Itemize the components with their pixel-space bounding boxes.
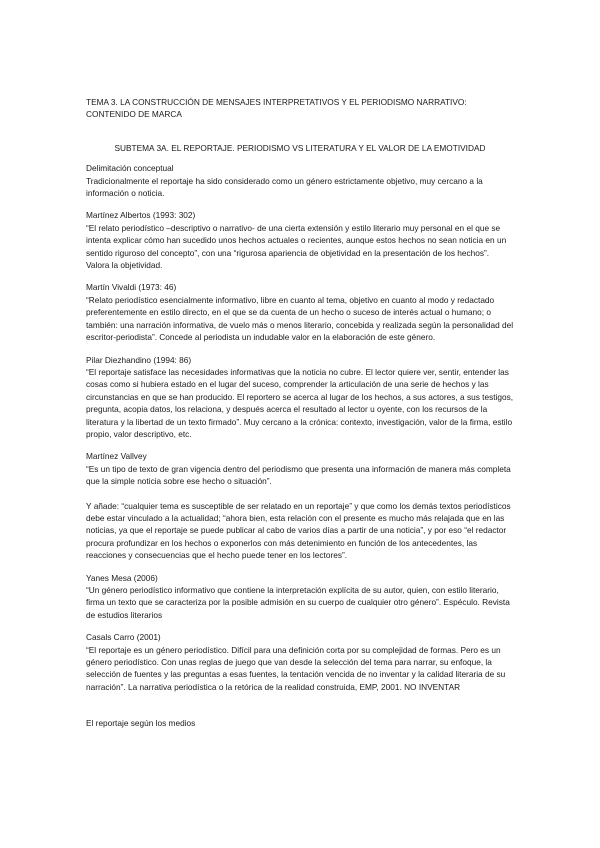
section-heading: Martínez Albertos (1993: 302) [86,210,196,221]
section-heading: Delimitación conceptual [86,163,174,174]
section-heading: Pilar Diezhandino (1994: 86) [86,354,192,365]
section-heading: Martínez Vallvey [86,451,147,462]
section-heading: Martín Vivaldi (1973: 46) [86,282,177,293]
section-paragraph: Tradicionalmente el reportaje ha sido considerado como un género estrictamente objetivo, muy cercano a la información o noticia. [86,175,483,199]
document-title: TEMA 3. LA CONSTRUCCIÓN DE MENSAJES INTERPRETATIVOS Y EL PERIODISMO NARRATIVO: CONTENIDO DE MARCA [86,97,467,120]
section-heading: Yanes Mesa (2006) [86,572,158,583]
section-paragraph: “Relato periodístico esencialmente informativo, libre en cuanto al tema, objetivo en cuanto al modo y redactado preferentemente en estilo directo, en el que se da cuenta de un hecho o suceso de interés actual o humano; o también: una narración informativa, de vuelo más o menos literario, concebida y realizada según la personalidad del escritor-periodista”. Concede al periodista un indudable valor en la elaboración de este género. [86,294,514,343]
section-delimitacion [86,162,514,199]
section-martin-vivaldi [86,281,514,343]
section-heading: Casals Carro (2001) [86,632,161,643]
section-pilar-diezhandino [86,354,514,441]
final-heading: El reportaje según los medios [86,718,196,729]
section-martinez-vallvey [86,450,514,561]
section-paragraph: “Un género periodístico informativo que contiene la interpretación explícita de su autor, quien, con estilo literario, firma un texto que se caracteriza por la posible admisión en su cuerpo de cualquier otro género”. Espéculo. Revista de estudios literarios [86,585,510,620]
section-paragraph: “El reportaje es un género periodístico. Difícil para una definición corta por su complejidad de formas. Pero es un género periodístico. Con unas reglas de juego que van desde la selección del tema para narrar, su enfoque, la selección de fuentes y las preguntas a esas fuentes, la tentación vencida de no inventar y la calidad literaria de su narración”. La narrativa periodística o la retórica de la realidad construida, EMP, 2001. NO INVENTAR [86,644,506,692]
section-paragraph: “El relato periodístico –descriptivo o narrativo- de una cierta extensión y estilo literario muy personal en el que se intenta explicar cómo han sucedido unos hechos actuales o recientes, aunque estos hechos no sean noticia en un sentido riguroso del concepto”, con una “rigurosa apariencia de objetividad en la presentación de los hechos”. Valora la objetividad. [86,222,507,271]
subtopic-title: SUBTEMA 3A. EL REPORTAJE. PERIODISMO VS LITERATURA Y EL VALOR DE LA EMOTIVIDAD [114,142,486,153]
section-yanes-mesa [86,572,514,622]
section-paragraph: Y añade: “cualquier tema es susceptible de ser relatado en un reportaje” y que como los demás textos periodísticos debe estar vinculado a la actualidad; “ahora bien, esta relación con el presente es mucho más relajada que en las noticias, ya que el reportaje se puede publicar al cabo de varios días a partir de una noticia”, y por eso “el redactor procura profundizar en los hechos o exponerlos con más detenimiento en función de los antecedentes, las reacciones y consecuencias que el hecho puede tener en los lectores”. [86,500,511,561]
section-martinez-albertos [86,209,514,271]
section-casals-carro [86,631,514,693]
section-paragraph: “Es un tipo de texto de gran vigencia dentro del periodismo que presenta una información de manera más completa que la simple noticia sobre ese hecho o situación”. [86,463,511,487]
section-paragraph: “El reportaje satisface las necesidades informativas que la noticia no cubre. El lector quiere ver, sentir, entender las cosas como si hubiera estado en el lugar del suceso, comprender la articulación de una serie de hechos y las circunstancias en que se han producido. El reportero se acerca al lugar de los hechos, a sus actores, a sus testigos, pregunta, acopia datos, los relaciona, y después acerca el resultado al lector u oyente, con los recursos de la literatura y la libertad de un texto firmado”. Muy cercano a la crónica: contexto, investigación, valor de la firma, estilo propio, valor descriptivo, etc. [86,366,514,439]
